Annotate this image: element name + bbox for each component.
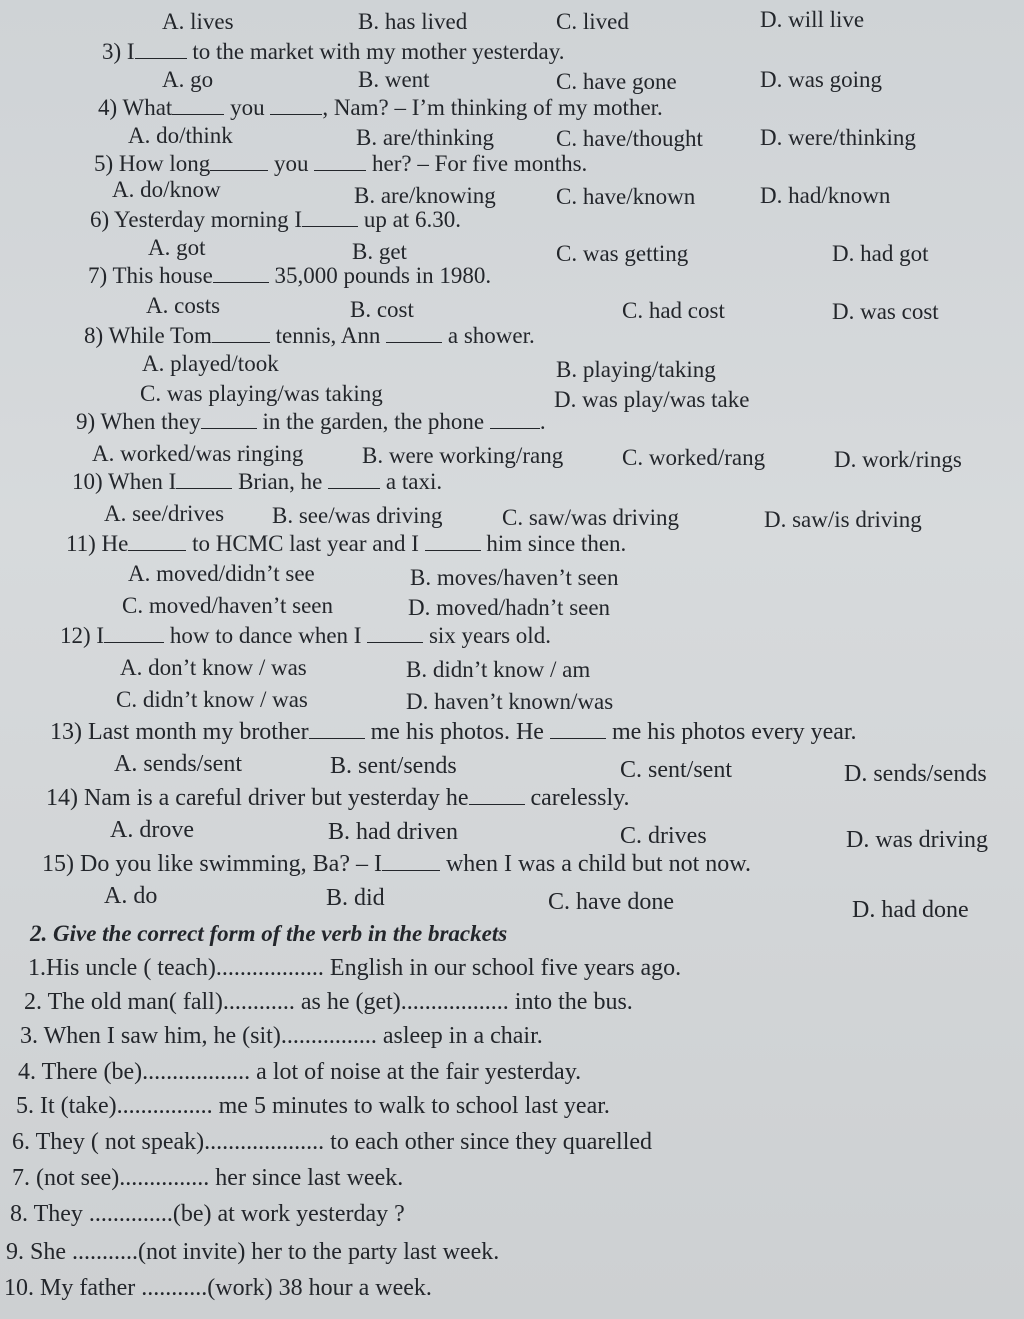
- exercise-3: 3. When I saw him, he (sit)................ asleep in a chair.: [20, 1023, 543, 1049]
- q5-option-c: C. have/known: [556, 184, 696, 209]
- q11-option-a: A. moved/didn’t see: [128, 561, 315, 586]
- q11-option-b: B. moves/haven’t seen: [410, 565, 619, 590]
- q3-option-c: C. have gone: [556, 69, 677, 94]
- q11-option-c: C. moved/haven’t seen: [122, 593, 333, 618]
- q13-option-a: A. sends/sent: [114, 751, 242, 777]
- q12-option-d: D. haven’t known/was: [406, 689, 614, 714]
- question-14: 14) Nam is a careful driver but yesterday he carelessly.: [46, 785, 630, 811]
- q5-option-b: B. are/knowing: [354, 183, 496, 208]
- q10-option-c: C. saw/was driving: [502, 505, 679, 530]
- q9-option-a: A. worked/was ringing: [92, 441, 304, 466]
- q15-option-b: B. did: [326, 885, 385, 911]
- q15-option-d: D. had done: [852, 897, 969, 923]
- exercise-1: 1.His uncle ( teach).................. English in our school five years ago.: [28, 955, 682, 981]
- q9-option-d: D. work/rings: [834, 447, 962, 472]
- q14-option-d: D. was driving: [846, 827, 988, 853]
- question-4: 4) What you , Nam? – I’m thinking of my mother.: [98, 95, 663, 120]
- q3-option-b: B. went: [358, 67, 430, 92]
- q12-option-c: C. didn’t know / was: [116, 687, 308, 712]
- q7-option-b: B. cost: [350, 297, 414, 322]
- q6-option-c: C. was getting: [556, 241, 689, 266]
- q9-option-c: C. worked/rang: [622, 445, 766, 470]
- q8-option-c: C. was playing/was taking: [140, 381, 383, 406]
- question-13: 13) Last month my brother me his photos. He me his photos every year.: [50, 719, 857, 745]
- q5-option-d: D. had/known: [760, 183, 891, 208]
- q15-option-c: C. have done: [548, 889, 674, 915]
- q13-option-c: C. sent/sent: [620, 757, 732, 783]
- q8-option-b: B. playing/taking: [556, 357, 716, 382]
- q2-option-d: D. will live: [760, 7, 865, 32]
- q2-option-c: C. lived: [556, 9, 629, 34]
- question-3: 3) I to the market with my mother yesterday.: [102, 39, 565, 64]
- q3-option-d: D. was going: [760, 67, 883, 92]
- q4-option-b: B. are/thinking: [356, 125, 494, 150]
- q4-option-c: C. have/thought: [556, 126, 703, 151]
- q12-option-a: A. don’t know / was: [120, 655, 307, 680]
- q7-option-a: A. costs: [146, 293, 221, 318]
- q8-option-a: A. played/took: [142, 351, 279, 376]
- q6-option-b: B. get: [352, 239, 407, 264]
- q12-option-b: B. didn’t know / am: [406, 657, 591, 682]
- q2-option-b: B. has lived: [358, 9, 468, 34]
- q11-option-d: D. moved/hadn’t seen: [408, 595, 611, 620]
- q8-option-d: D. was play/was take: [554, 387, 750, 412]
- exercise-2: 2. The old man( fall)............ as he (get).................. into the bus.: [24, 989, 633, 1015]
- q6-option-a: A. got: [148, 235, 206, 260]
- section-2-title: 2. Give the correct form of the verb in the brackets: [30, 921, 508, 946]
- q4-option-d: D. were/thinking: [760, 125, 916, 150]
- q13-option-b: B. sent/sends: [330, 753, 457, 779]
- question-15: 15) Do you like swimming, Ba? – I when I was a child but not now.: [42, 851, 752, 877]
- q2-option-a: A. lives: [162, 9, 234, 34]
- q15-option-a: A. do: [104, 883, 158, 909]
- q4-option-a: A. do/think: [128, 123, 233, 148]
- q5-option-a: A. do/know: [112, 177, 221, 202]
- question-6: 6) Yesterday morning I up at 6.30.: [90, 207, 461, 232]
- q6-option-d: D. had got: [832, 241, 929, 266]
- q10-option-d: D. saw/is driving: [764, 507, 922, 532]
- exercise-5: 5. It (take)................ me 5 minutes to walk to school last year.: [16, 1093, 610, 1119]
- q14-option-c: C. drives: [620, 823, 707, 849]
- question-12: 12) I how to dance when I six years old.: [60, 623, 551, 648]
- question-7: 7) This house 35,000 pounds in 1980.: [88, 263, 492, 288]
- exercise-4: 4. There (be).................. a lot of noise at the fair yesterday.: [18, 1059, 582, 1085]
- exercise-10: 10. My father ...........(work) 38 hour a week.: [4, 1275, 432, 1301]
- question-5: 5) How long you her? – For five months.: [94, 151, 588, 176]
- question-11: 11) He to HCMC last year and I him since then.: [66, 531, 627, 556]
- q10-option-a: A. see/drives: [104, 501, 225, 526]
- exercise-7: 7. (not see)............... her since last week.: [12, 1165, 404, 1191]
- question-10: 10) When I Brian, he a taxi.: [72, 469, 443, 494]
- q3-option-a: A. go: [162, 67, 214, 92]
- q7-option-c: C. had cost: [622, 298, 725, 323]
- exercise-9: 9. She ...........(not invite) her to the party last week.: [6, 1239, 500, 1265]
- question-9: 9) When they in the garden, the phone .: [76, 409, 546, 434]
- exercise-8: 8. They ..............(be) at work yesterday ?: [10, 1201, 405, 1227]
- q10-option-b: B. see/was driving: [272, 503, 443, 528]
- q7-option-d: D. was cost: [832, 299, 939, 324]
- question-8: 8) While Tom tennis, Ann a shower.: [84, 323, 535, 348]
- q9-option-b: B. were working/rang: [362, 443, 564, 468]
- q13-option-d: D. sends/sends: [844, 761, 987, 787]
- exercise-6: 6. They ( not speak).................... to each other since they quarelled: [12, 1129, 653, 1155]
- q14-option-b: B. had driven: [328, 819, 458, 845]
- q14-option-a: A. drove: [110, 817, 194, 843]
